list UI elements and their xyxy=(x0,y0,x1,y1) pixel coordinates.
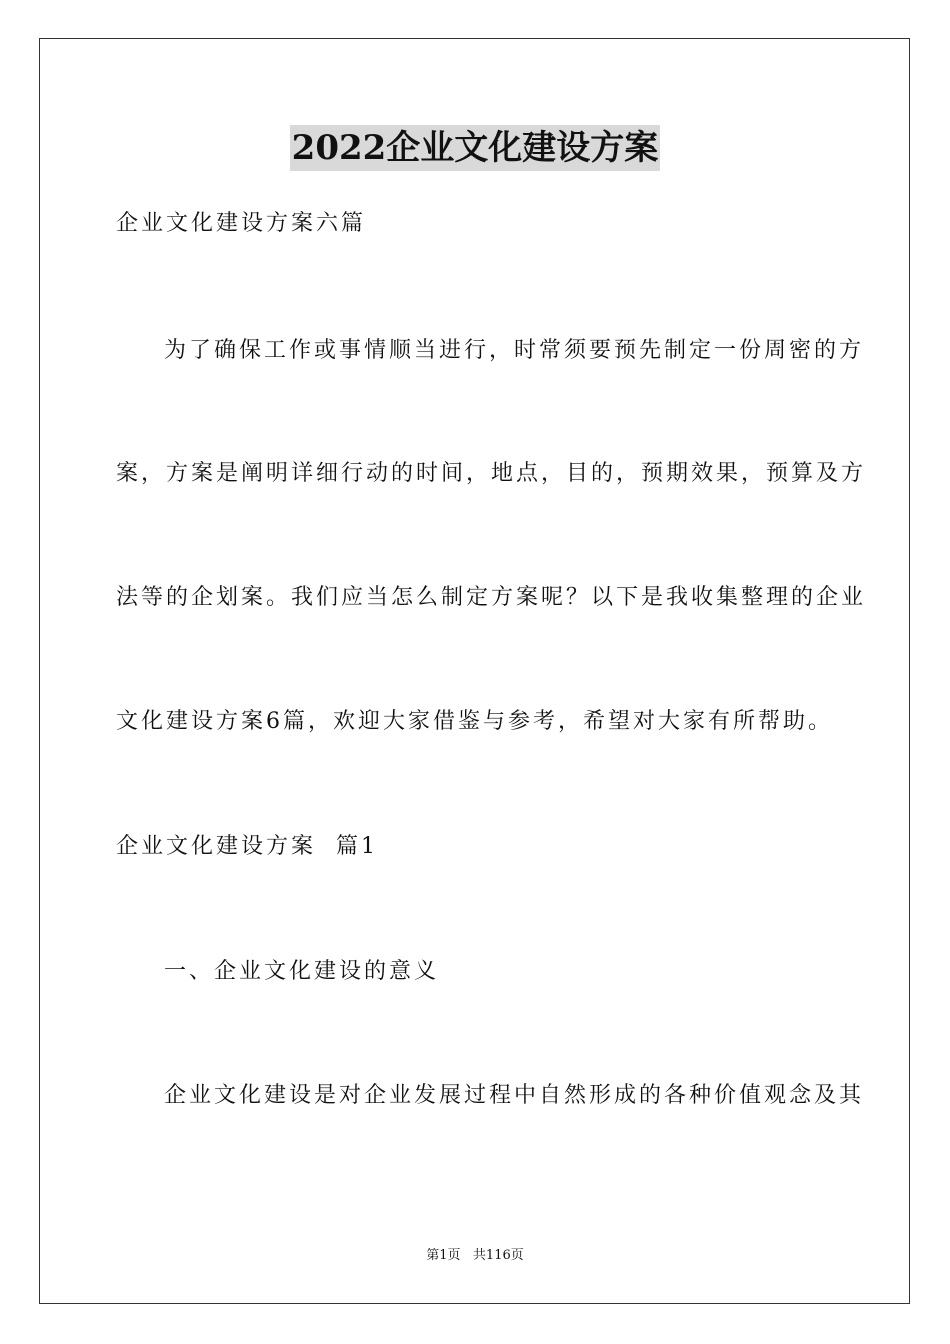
section-heading: 企业文化建设方案 篇1 xyxy=(116,834,378,859)
document-subtitle: 企业文化建设方案六篇 xyxy=(116,211,367,236)
subsection-heading: 一、企业文化建设的意义 xyxy=(164,959,440,984)
paragraph-line: 法等的企划案。我们应当怎么制定方案呢？以下是我收集整理的企业 xyxy=(116,585,867,610)
document-title: 2022企业文化建设方案 xyxy=(290,125,661,171)
paragraph-line: 为了确保工作或事情顺当进行，时常须要预先制定一份周密的方 xyxy=(164,338,865,363)
paragraph-line: 企业文化建设是对企业发展过程中自然形成的各种价值观念及其 xyxy=(164,1083,865,1108)
page-footer: 第1页 共116页 xyxy=(426,1248,524,1263)
paragraph-line: 案，方案是阐明详细行动的时间，地点，目的，预期效果，预算及方 xyxy=(116,461,867,486)
title-container xyxy=(0,125,950,171)
paragraph-line: 文化建设方案6篇，欢迎大家借鉴与参考，希望对大家有所帮助。 xyxy=(116,709,833,734)
